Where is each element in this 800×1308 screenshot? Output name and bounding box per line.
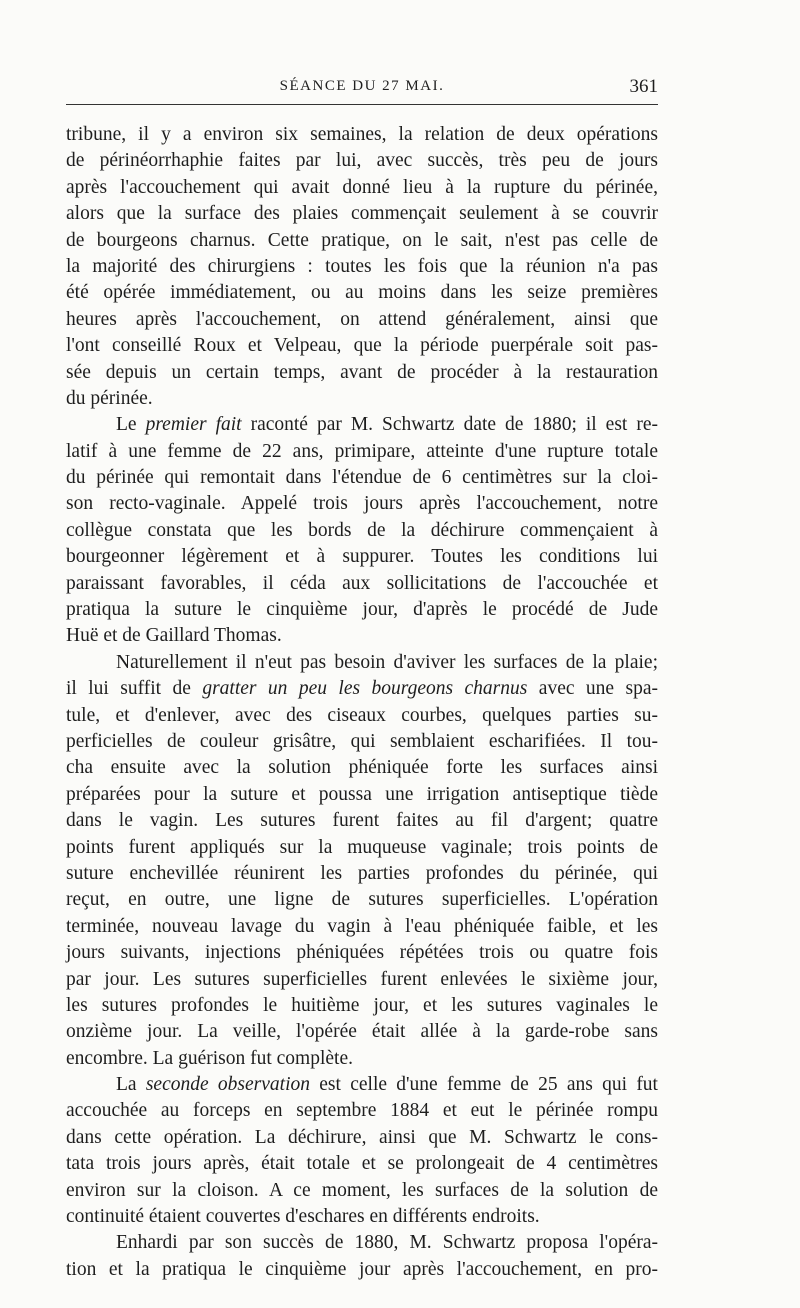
- text-line: [66, 1257, 658, 1283]
- text-line: [66, 465, 658, 491]
- text-segment: Naturellement il n'eut pas besoin d'aviver les surfaces de la plaie;: [116, 651, 658, 673]
- text-segment: perficielles de couleur grisâtre, qui semblaient escharifiées. Il tou-: [66, 730, 658, 752]
- text-segment: été opérée immédiatement, ou au moins dans les seize premières: [66, 282, 658, 304]
- text-segment: cha ensuite avec la solution phéniquée forte les surfaces ainsi: [66, 757, 658, 779]
- body-text: [66, 122, 658, 1283]
- text-segment: suture enchevillée réunirent les parties profondes du périnée, qui: [66, 862, 658, 884]
- text-segment: avec une spa-: [527, 678, 658, 700]
- text-segment: l'ont conseillé Roux et Velpeau, que la période puerpérale soit pas-: [66, 335, 658, 357]
- text-line: [66, 703, 658, 729]
- italic-text: premier fait: [145, 414, 242, 436]
- text-segment: pratiqua la suture le cinquième jour, d'après le procédé de Jude: [66, 599, 658, 621]
- text-segment: alors que la surface des plaies commençait seulement à se couvrir: [66, 203, 658, 225]
- text-segment: du périnée qui remontait dans l'étendue de 6 centimètres sur la cloi-: [66, 467, 658, 489]
- text-segment: bourgeonner légèrement et à suppurer. Toutes les conditions lui: [66, 546, 658, 568]
- text-line: [66, 835, 658, 861]
- text-line: [66, 782, 658, 808]
- text-segment: La: [116, 1074, 146, 1096]
- text-line: [66, 439, 658, 465]
- text-segment: raconté par M. Schwartz date de 1880; il est re-: [241, 414, 658, 436]
- text-line: [66, 1151, 658, 1177]
- text-line: [66, 650, 658, 676]
- text-segment: il lui suffit de: [66, 678, 203, 700]
- running-title: SÉANCE DU 27 MAI.: [279, 78, 445, 94]
- text-segment: préparées pour la suture et poussa une irrigation antiseptique tiède: [66, 783, 658, 805]
- text-line: [66, 1019, 658, 1045]
- text-line: [66, 280, 658, 306]
- text-segment: du périnée.: [66, 387, 153, 409]
- page-number: 361: [629, 76, 658, 97]
- text-segment: dans le vagin. Les sutures furent faites au fil d'argent; quatre: [66, 810, 658, 832]
- text-segment: tribune, il y a environ six semaines, la relation de deux opérations: [66, 124, 658, 145]
- text-segment: jours suivants, injections phéniquées répétées trois ou quatre fois: [66, 942, 658, 964]
- text-segment: son recto-vaginale. Appelé trois jours après l'accouchement, notre: [66, 493, 658, 515]
- text-line: [66, 412, 658, 438]
- text-segment: dans cette opération. La déchirure, ainsi que M. Schwartz le cons-: [66, 1126, 658, 1148]
- text-segment: onzième jour. La veille, l'opérée était allée à la garde-robe sans: [66, 1021, 658, 1043]
- text-line: [66, 940, 658, 966]
- text-line: [66, 914, 658, 940]
- text-line: [66, 623, 658, 649]
- text-line: [66, 1098, 658, 1124]
- text-line: [66, 808, 658, 834]
- text-line: [66, 597, 658, 623]
- text-segment: terminée, nouveau lavage du vagin à l'eau phéniquée faible, et les: [66, 915, 658, 937]
- text-segment: après l'accouchement qui avait donné lieu à la rupture du périnée,: [66, 176, 658, 198]
- italic-text: seconde observation: [145, 1074, 310, 1096]
- text-line: [66, 755, 658, 781]
- text-line: [66, 729, 658, 755]
- text-line: [66, 676, 658, 702]
- text-line: [66, 201, 658, 227]
- text-segment: est celle d'une femme de 25 ans qui fut: [310, 1074, 658, 1096]
- text-segment: Enhardi par son succès de 1880, M. Schwartz proposa l'opéra-: [116, 1232, 658, 1254]
- text-line: [66, 861, 658, 887]
- text-segment: points furent appliqués sur la muqueuse vaginale; trois points de: [66, 836, 658, 858]
- text-segment: encombre. La guérison fut complète.: [66, 1047, 353, 1069]
- text-line: [66, 254, 658, 280]
- text-segment: collègue constata que les bords de la déchirure commençaient à: [66, 519, 658, 541]
- text-line: [66, 544, 658, 570]
- text-line: [66, 967, 658, 993]
- text-line: [66, 1046, 658, 1072]
- text-segment: sée depuis un certain temps, avant de procéder à la restauration: [66, 361, 658, 383]
- text-line: [66, 887, 658, 913]
- text-line: [66, 1204, 658, 1230]
- text-segment: tion et la pratiqua le cinquième jour après l'accouchement, en pro-: [66, 1258, 658, 1280]
- text-segment: tata trois jours après, était totale et se prolongeait de 4 centimètres: [66, 1153, 658, 1175]
- text-segment: de périnéorrhaphie faites par lui, avec succès, très peu de jours: [66, 150, 658, 172]
- text-line: [66, 228, 658, 254]
- header-rule: [66, 104, 658, 105]
- text-line: [66, 993, 658, 1019]
- text-line: [66, 175, 658, 201]
- text-line: [66, 148, 658, 174]
- text-segment: latif à une femme de 22 ans, primipare, atteinte d'une rupture totale: [66, 440, 658, 462]
- text-line: [66, 1230, 658, 1256]
- text-line: [66, 518, 658, 544]
- text-segment: tule, et d'enlever, avec des ciseaux courbes, quelques parties su-: [66, 704, 658, 726]
- text-segment: environ sur la cloison. A ce moment, les surfaces de la solution de: [66, 1179, 658, 1201]
- text-segment: Huë et de Gaillard Thomas.: [66, 625, 282, 647]
- text-segment: Le: [116, 414, 146, 436]
- text-segment: par jour. Les sutures superficielles furent enlevées le sixième jour,: [66, 968, 658, 990]
- text-segment: accouchée au forceps en septembre 1884 et eut le périnée rompu: [66, 1100, 658, 1122]
- text-segment: reçut, en outre, une ligne de sutures superficielles. L'opération: [66, 889, 658, 911]
- text-segment: continuité étaient couvertes d'eschares en différents endroits.: [66, 1206, 540, 1228]
- text-line: [66, 491, 658, 517]
- text-line: [66, 1125, 658, 1151]
- text-segment: les sutures profondes le huitième jour, et les sutures vaginales le: [66, 994, 658, 1016]
- page-header: [66, 76, 658, 102]
- text-segment: paraissant favorables, il céda aux sollicitations de l'accouchée et: [66, 572, 658, 594]
- text-segment: de bourgeons charnus. Cette pratique, on le sait, n'est pas celle de: [66, 229, 658, 251]
- text-line: [66, 360, 658, 386]
- italic-text: gratter un peu les bourgeons charnus: [202, 678, 528, 700]
- text-segment: la majorité des chirurgiens : toutes les fois que la réunion n'a pas: [66, 255, 658, 277]
- text-line: [66, 333, 658, 359]
- text-segment: heures après l'accouchement, on attend généralement, ainsi que: [66, 308, 658, 330]
- text-line: [66, 386, 658, 412]
- text-line: [66, 571, 658, 597]
- text-line: [66, 1072, 658, 1098]
- text-line: [66, 122, 658, 148]
- text-line: [66, 1178, 658, 1204]
- text-line: [66, 307, 658, 333]
